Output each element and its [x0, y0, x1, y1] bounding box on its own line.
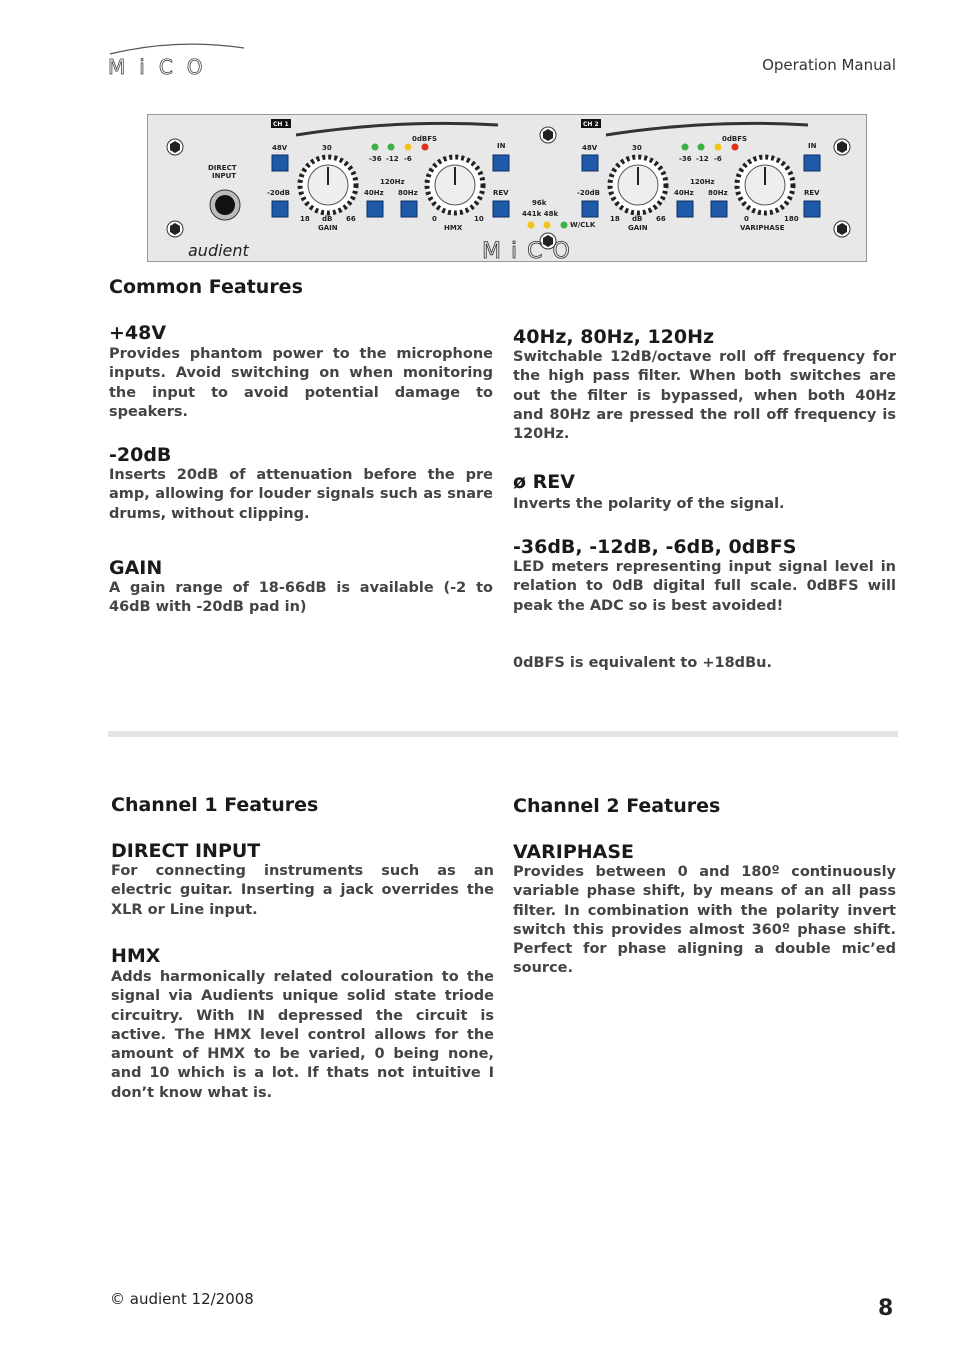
ch2-rev-button[interactable] [804, 201, 820, 217]
svg-text:10: 10 [474, 215, 484, 223]
svg-text:0: 0 [432, 215, 437, 223]
page-number: 8 [878, 1296, 894, 1321]
ch1-rev-button[interactable] [493, 201, 509, 217]
phantom-heading: +48V [109, 322, 167, 344]
common-features-title: Common Features [109, 276, 303, 298]
mico-logo [106, 40, 246, 80]
ch1-40hz-button[interactable] [367, 201, 383, 217]
pad-body: Inserts 20dB of attenuation before the pre amp, allowing for louder signals such as snare drums, without clipping. [109, 467, 493, 522]
ch2-20db-button[interactable] [582, 201, 598, 217]
direct-input-body: For connecting instruments such as an electric guitar. Inserting a jack overrides the XLR or Line input. [111, 863, 494, 918]
front-panel-illustration [147, 114, 867, 262]
ch2-48v-button[interactable] [582, 155, 598, 171]
ch2-meter-leds [682, 144, 739, 151]
ch1-gain-top-label: 30 [322, 144, 332, 152]
ch1-tag: CH 1 [273, 121, 289, 128]
hmx-body: Adds harmonically related colouration to the signal via Audients unique solid state triode circuitry. With IN depressed the circuit is active. The HMX level control allows for the amount of HMX to be varied, 0 being none, and 10 which is a lot. If thats not intuitive I don’t know what is. [111, 969, 494, 1101]
ch1-20db-button[interactable] [272, 201, 288, 217]
ch1-gain-label: GAIN [318, 224, 338, 232]
channel2-title: Channel 2 Features [513, 795, 721, 817]
direct-input-label-1: DIRECT [208, 164, 237, 172]
variphase-body: Provides between 0 and 180º continuously variable phase shift, by means of an all pass filter. In combination with the polarity invert switch this provides almost 360º phase shift. Perfect for phase aligning a double mic’ed source. [513, 864, 896, 977]
doc-title: Operation Manual [762, 56, 896, 74]
svg-text:W/CLK: W/CLK [570, 221, 596, 229]
svg-text:-6: -6 [404, 155, 412, 163]
logo-text: MiCO [108, 55, 217, 79]
svg-text:0dBFS: 0dBFS [412, 135, 438, 143]
svg-text:40Hz: 40Hz [364, 189, 384, 197]
svg-text:REV: REV [804, 189, 820, 197]
ch1-48v-label: 48V [272, 144, 288, 152]
svg-text:66: 66 [346, 215, 356, 223]
svg-text:120Hz: 120Hz [380, 178, 405, 186]
svg-text:dB: dB [632, 215, 643, 223]
channel1-title: Channel 1 Features [111, 794, 319, 816]
meters-body: LED meters representing input signal level in relation to 0dB digital full scale. 0dBFS will peak the ADC so is best avoided! [513, 559, 896, 614]
svg-text:30: 30 [632, 144, 642, 152]
svg-text:441k 48k: 441k 48k [522, 210, 559, 218]
svg-text:-36: -36 [679, 155, 692, 163]
svg-text:-12: -12 [386, 155, 399, 163]
svg-text:-12: -12 [696, 155, 709, 163]
svg-text:-6: -6 [714, 155, 722, 163]
meters-heading: -36dB, -12dB, -6dB, 0dBFS [513, 536, 797, 558]
svg-text:120Hz: 120Hz [690, 178, 715, 186]
svg-text:180: 180 [784, 215, 799, 223]
svg-text:66: 66 [656, 215, 666, 223]
ch1-20db-label: -20dB [267, 189, 290, 197]
audient-brand-text: audient [188, 241, 249, 260]
ch2-variphase-label: VARIPHASE [740, 224, 785, 232]
svg-text:18: 18 [300, 215, 310, 223]
pad-heading: -20dB [109, 444, 172, 466]
mico-model-text: MiCO [482, 239, 580, 261]
ch1-80hz-button[interactable] [401, 201, 417, 217]
gain-body: A gain range of 18-66dB is available (-2 to 46dB with -20dB pad in) [109, 580, 493, 616]
ch1-hmx-in-button[interactable] [493, 155, 509, 171]
svg-text:0dBFS: 0dBFS [722, 135, 748, 143]
direct-input-heading: DIRECT INPUT [111, 840, 261, 862]
svg-text:96k: 96k [532, 199, 547, 207]
hpf-heading: 40Hz, 80Hz, 120Hz [513, 326, 715, 348]
gain-heading: GAIN [109, 557, 163, 579]
ch2-tag: CH 2 [583, 121, 599, 128]
svg-text:0: 0 [744, 215, 749, 223]
variphase-heading: VARIPHASE [513, 841, 635, 863]
phantom-body: Provides phantom power to the microphone inputs. Avoid switching on when monitoring the input to avoid potential damage to speakers. [109, 346, 493, 420]
copyright: © audient 12/2008 [110, 1290, 254, 1308]
svg-text:dB: dB [322, 215, 333, 223]
ch1-hmx-label: HMX [444, 224, 463, 232]
svg-text:-20dB: -20dB [577, 189, 600, 197]
svg-text:GAIN: GAIN [628, 224, 648, 232]
rev-body: Inverts the polarity of the signal. [513, 496, 785, 512]
svg-text:IN: IN [497, 142, 506, 150]
direct-input-label-2: INPUT [212, 172, 237, 180]
ch2-80hz-button[interactable] [711, 201, 727, 217]
ch2-in-button[interactable] [804, 155, 820, 171]
svg-text:-36: -36 [369, 155, 382, 163]
svg-text:IN: IN [808, 142, 817, 150]
svg-text:REV: REV [493, 189, 509, 197]
hpf-body: Switchable 12dB/octave roll off frequency for the high pass filter. When both switches are out the filter is bypassed, when both 40Hz and 80Hz are pressed the roll off frequency is 120Hz. [513, 349, 896, 443]
svg-text:80Hz: 80Hz [398, 189, 418, 197]
svg-text:80Hz: 80Hz [708, 189, 728, 197]
svg-text:48V: 48V [582, 144, 598, 152]
section-divider [108, 731, 898, 737]
rev-heading: ø REV [513, 471, 575, 493]
ch2-40hz-button[interactable] [677, 201, 693, 217]
svg-text:40Hz: 40Hz [674, 189, 694, 197]
hmx-heading: HMX [111, 945, 161, 967]
meters-note: 0dBFS is equivalent to +18dBu. [513, 655, 772, 671]
ch1-meter-leds [372, 144, 429, 151]
svg-text:18: 18 [610, 215, 620, 223]
ch1-48v-button[interactable] [272, 155, 288, 171]
